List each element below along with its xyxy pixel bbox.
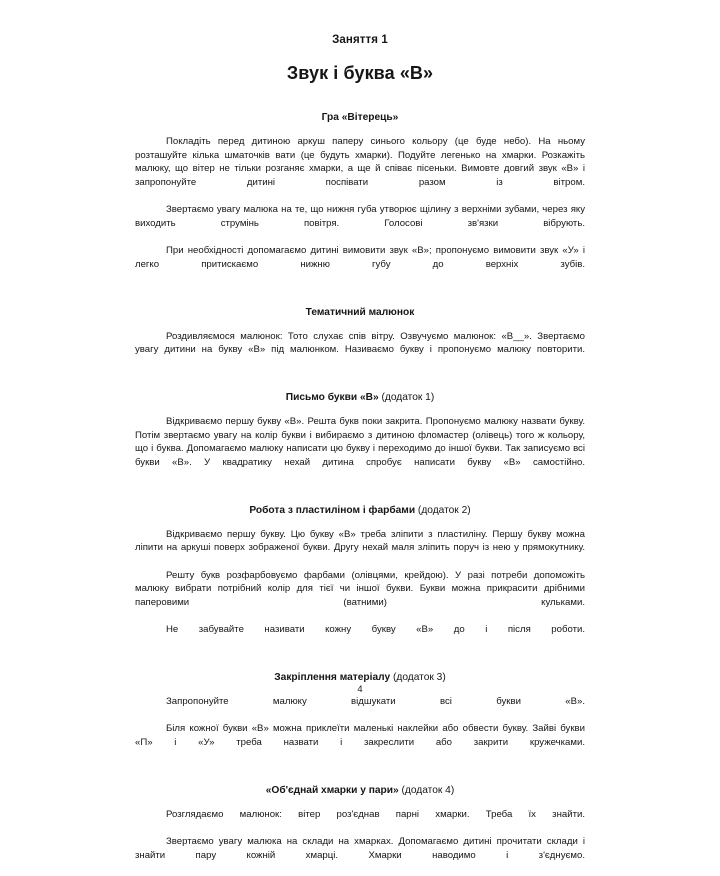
body-paragraph: Відкриваємо першу букву. Цю букву «В» треба зліпити з пластиліну. Першу букву можна ліпити на аркуші поверх зображеної букви. Другу нехай маля зліпить поруч із нею у прямокутнику. xyxy=(135,528,585,554)
page-content xyxy=(135,0,585,876)
section-heading-wrap xyxy=(135,370,585,415)
section-heading-text: Закріплення матеріалу xyxy=(274,672,391,684)
body-paragraph: Запропонуйте малюку відшукати всі букви «В». xyxy=(166,696,585,708)
section-heading-text: Тематичний малюнок xyxy=(305,306,415,318)
section xyxy=(135,650,585,763)
section-heading-text: Робота з пластиліном і фарбами xyxy=(249,505,416,517)
section-heading-wrap xyxy=(135,483,585,528)
section-heading xyxy=(135,112,585,125)
section-appendix-label: (додаток 1) xyxy=(378,392,435,404)
section xyxy=(135,763,585,876)
section-appendix-label: (додаток 2) xyxy=(415,505,471,517)
page-number: 4 xyxy=(357,683,363,694)
lesson-label: Заняття 1 xyxy=(332,34,388,46)
body-paragraph: Роздивляємося малюнок: Тото слухає спів вітру. Озвучуємо малюнок: «В__». Звертаємо увагу дитини на букву «В» під малюнком. Називаємо букву і пропонуємо малюку повторити. xyxy=(135,330,585,356)
section-heading-wrap xyxy=(135,285,585,330)
sections-container xyxy=(135,84,585,876)
body-paragraph: Покладіть перед дитиною аркуш паперу синього кольору (це буде небо). На ньому розташуйте кілька шматочків вати (це будуть хмарки). Подуйте легенько на хмарки. Розкажіть малюку, що вітер не тільки розганяє хмарки, а ще й співає пісеньки. Вимовте довгий звук «В» і запропонуйте дитині поспівати разом із вітром. xyxy=(135,136,585,188)
section-appendix-label: (додаток 4) xyxy=(398,785,455,797)
section-heading-text: «Об'єднай хмарки у пари» xyxy=(265,785,399,797)
body-paragraph: Не забувайте називати кожну букву «В» до і після роботи. xyxy=(166,624,585,636)
body-paragraph: Звертаємо увагу малюка на склади на хмарках. Допомагаємо дитині прочитати склади і знайти пару кожній хмарці. Хмарки наводимо і з'єднуємо. xyxy=(135,836,585,861)
section-heading xyxy=(135,785,585,798)
section-heading-wrap xyxy=(135,763,585,808)
body-paragraph: Біля кожної букви «В» можна приклеїти маленькі наклейки або обвести букву. Зайві букви «П» і «У» треба назвати і закреслити або закрити кружечками. xyxy=(135,723,585,748)
section-heading xyxy=(135,392,585,405)
body-paragraph: Відкриваємо першу букву «В». Решта букв поки закрита. Пропонуємо малюку назвати букву. Потім звертаємо увагу на колір букви і вибираємо з дитиною фломастер (олівець) того ж кольору, що і буква. Допомагаємо малюку написати цю букву і переходимо до іншої букви. Так записуємо всі букви «В». У квадратику нехай дитина спробує написати букву «В» самостійно. xyxy=(135,416,585,468)
body-paragraph: Решту букв розфарбовуємо фарбами (олівцями, крейдою). У разі потреби допоможіть малюку вибрати потрібний колір для тієї чи іншої букви. Букви можна прикрасити дрібними паперовими (ватними) кульками. xyxy=(135,569,585,608)
section-heading xyxy=(135,307,585,320)
section xyxy=(135,483,585,650)
body-paragraph: При необхідності допомагаємо дитині вимовити звук «В»; пропонуємо вимовити звук «У» і легко притискаємо нижню губу до верхніх зубів. xyxy=(135,244,585,270)
section-heading-wrap xyxy=(135,84,585,135)
section xyxy=(135,370,585,483)
body-paragraph: Розглядаємо малюнок: вітер роз'єднав парні хмарки. Треба їх знайти. xyxy=(166,808,585,820)
section-heading-text: Письмо букви «В» xyxy=(285,392,379,404)
section-heading-text: Гра «Вітерець» xyxy=(321,112,399,124)
section xyxy=(135,285,585,371)
page-title: Звук і буква «В» xyxy=(286,62,434,83)
section-appendix-label: (додаток 3) xyxy=(390,672,446,684)
body-paragraph: Звертаємо увагу малюка на те, що нижня губа утворює щілину з верхніми зубами, через яку виходить струмінь повітря. Голосові зв'язки вібрують. xyxy=(135,204,585,229)
section-heading xyxy=(135,505,585,518)
section xyxy=(135,84,585,284)
